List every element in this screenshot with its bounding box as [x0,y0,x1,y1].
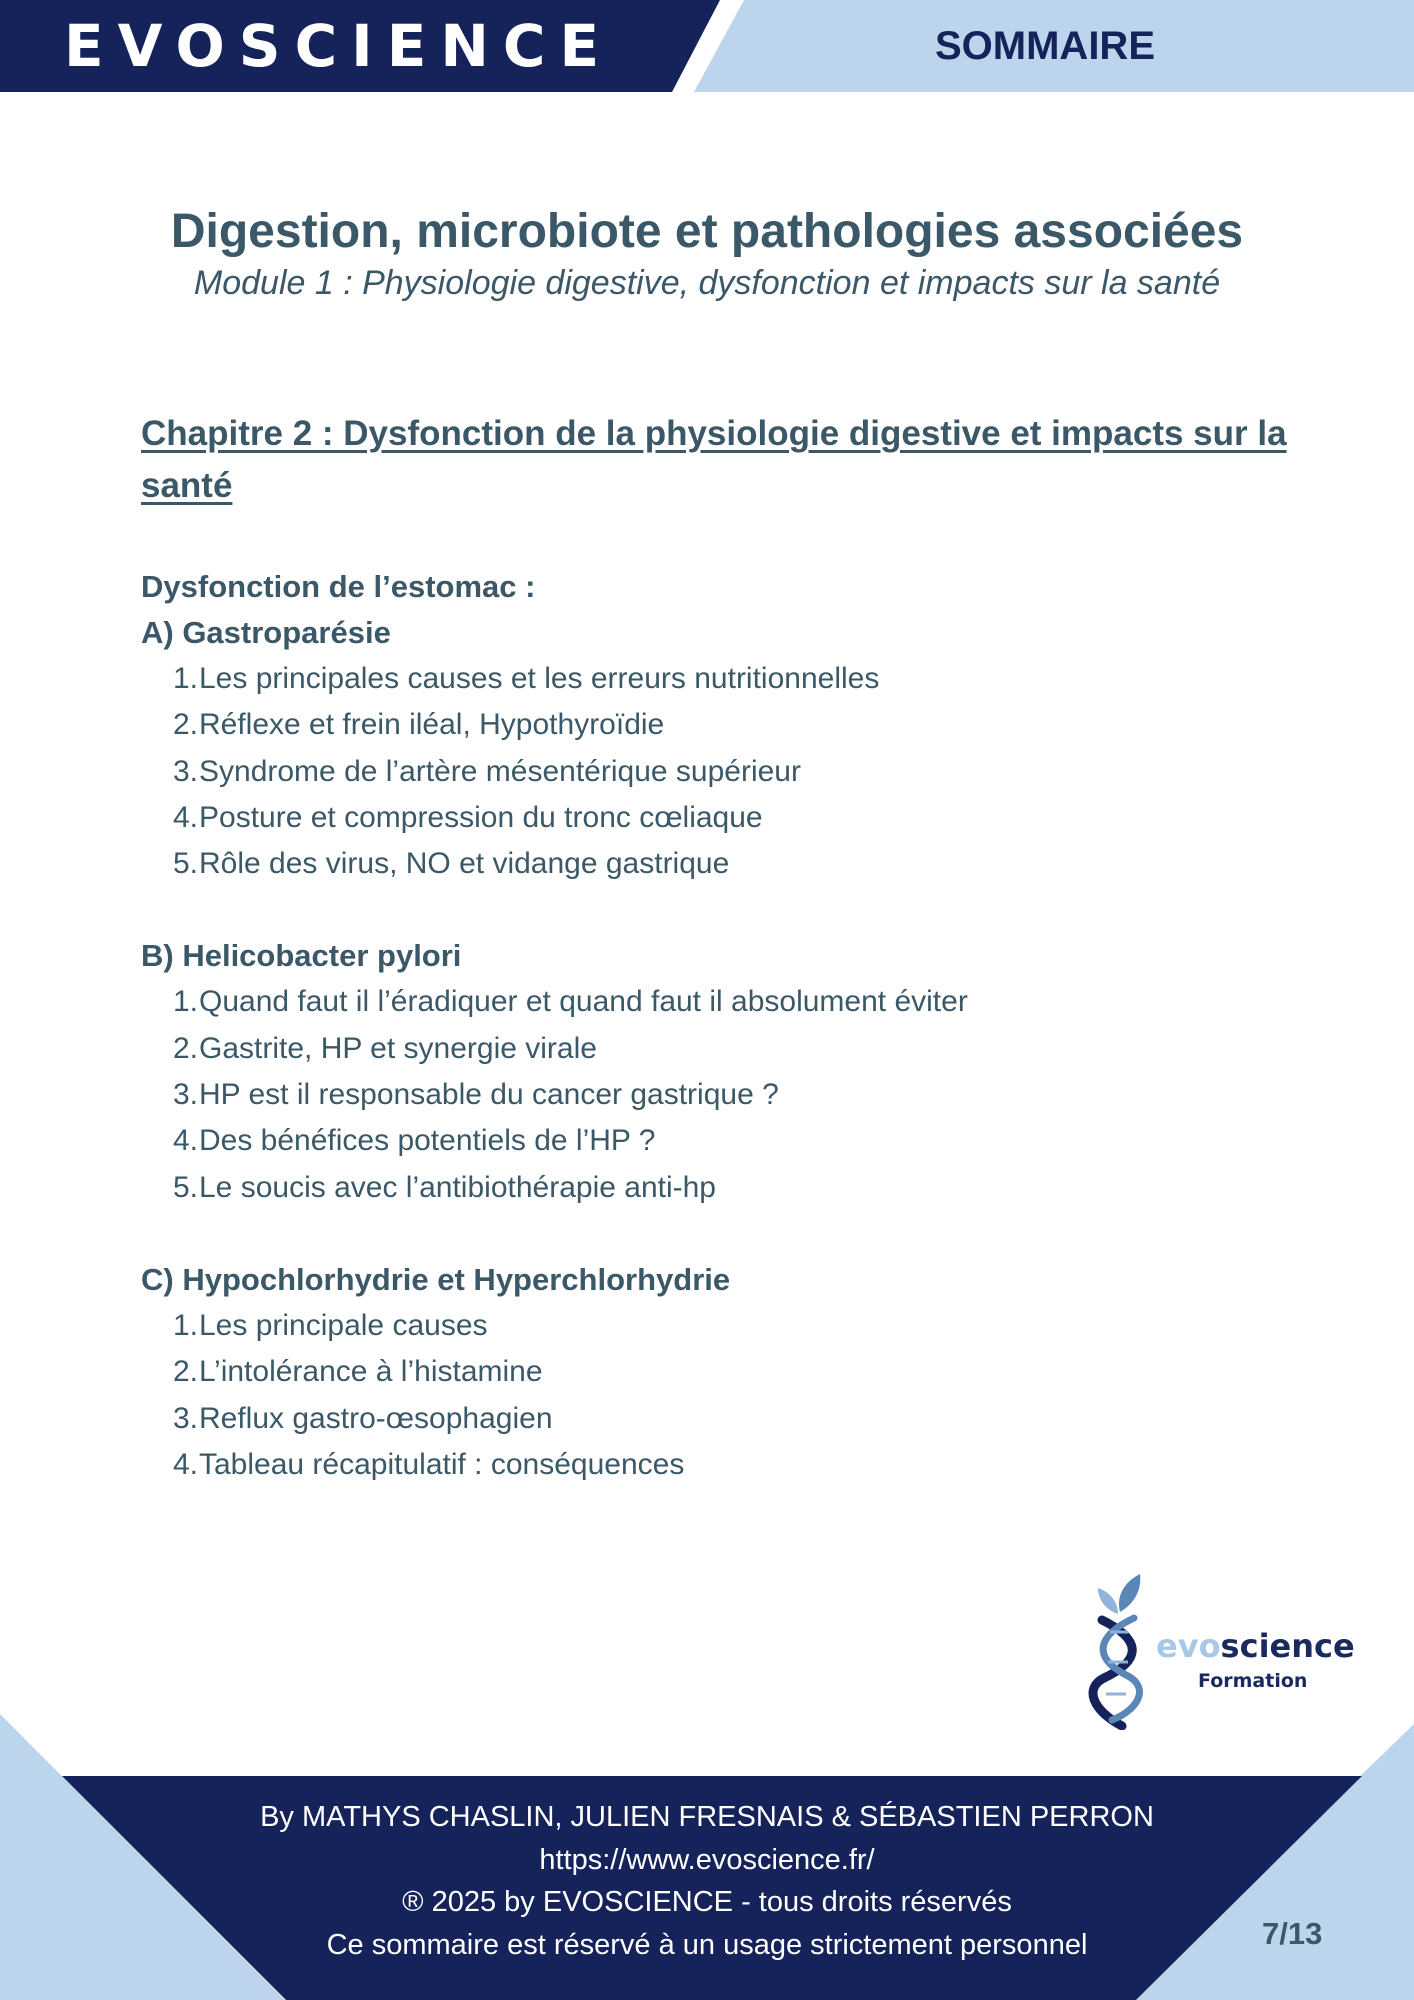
item-text: Gastrite, HP et synergie virale [199,1031,597,1065]
list-item [141,1026,1291,1072]
brand-wordmark: EVOSCIENCE [64,12,614,80]
group-heading: B) Helicobacter pylori [141,938,462,974]
document-subtitle: Module 1 : Physiologie digestive, dysfonction et impacts sur la santé [193,264,1221,302]
logo-subtitle: Formation [1198,1670,1308,1692]
list-item [141,1303,1291,1349]
item-text: Le soucis avec l’antibiothérapie anti-hp [199,1170,716,1204]
item-text: Posture et compression du tronc cœliaque [199,800,763,834]
item-number: 3. [172,1401,198,1435]
item-list [141,979,1291,1210]
toc-group-chlorhydrie [141,1257,1291,1488]
group-heading: A) Gastroparésie [141,615,391,650]
footer-text [0,1796,1414,1966]
item-number: 4. [172,1447,198,1481]
list-item [141,1396,1291,1442]
item-text: Les principale causes [199,1308,488,1342]
list-item [141,702,1291,748]
item-number: 4. [172,1124,198,1158]
item-number: 1. [172,985,198,1019]
list-item [141,795,1291,841]
list-item [141,1442,1291,1488]
toc-group-helicobacter [141,933,1291,1210]
list-item [141,1118,1291,1164]
footer-copyright: ® 2025 by EVOSCIENCE - tous droits réservés [402,1886,1012,1918]
item-text: Les principales causes et les erreurs nutritionnelles [199,662,880,695]
item-text: Quand faut il l’éradiquer et quand faut il absolument éviter [199,985,968,1019]
item-text: Réflexe et frein iléal, Hypothyroïdie [199,708,665,742]
footer-url[interactable]: https://www.evoscience.fr/ [539,1843,875,1876]
list-item [141,841,1291,887]
list-item [141,656,1291,702]
item-number: 3. [172,1078,198,1112]
item-text: Rôle des virus, NO et vidange gastrique [199,847,730,881]
list-item [141,1072,1291,1118]
item-text: HP est il responsable du cancer gastrique ? [199,1078,779,1112]
item-number: 2. [172,708,198,742]
item-list [141,656,1291,887]
item-text: L’intolérance à l’histamine [199,1355,543,1389]
logo-word-dark: science [1220,1627,1355,1665]
logo-word-light: evo [1156,1627,1221,1665]
toc-group-gastroparesie [141,610,1291,887]
list-item [141,1165,1291,1211]
item-number: 4. [172,800,198,834]
section-label: SOMMAIRE [935,24,1155,68]
page-number: 7/13 [1262,1916,1323,1951]
list-item [141,979,1291,1025]
footer-authors: By MATHYS CHASLIN, JULIEN FRESNAIS & SÉBASTIEN PERRON [260,1801,1154,1833]
item-text: Reflux gastro-œsophagien [199,1401,553,1435]
list-item [141,1349,1291,1395]
item-text: Syndrome de l’artère mésentérique supérieur [199,754,801,788]
item-text: Des bénéfices potentiels de l’HP ? [199,1124,656,1158]
item-number: 1. [172,1308,198,1342]
document-title: Digestion, microbiote et pathologies associées [170,205,1244,258]
chapter-title: Chapitre 2 : Dysfonction de la physiologie digestive et impacts sur la santé [141,414,1287,505]
item-number: 5. [172,847,198,881]
item-text: Tableau récapitulatif : conséquences [199,1447,685,1481]
footer-notice: Ce sommaire est réservé à un usage strictement personnel [326,1928,1088,1961]
item-number: 2. [172,1031,198,1065]
item-number: 1. [172,662,198,695]
page-footer [0,1700,1414,2000]
item-number: 5. [172,1170,198,1204]
item-number: 2. [172,1355,198,1389]
item-number: 3. [172,754,198,788]
page-header [0,0,1414,92]
group-heading: C) Hypochlorhydrie et Hyperchlorhydrie [141,1261,731,1297]
list-item [141,749,1291,795]
item-list [141,1303,1291,1488]
table-of-contents [141,408,1291,1534]
logo-wordmark [1156,1628,1355,1664]
section-intro: Dysfonction de l’estomac : [141,569,536,604]
